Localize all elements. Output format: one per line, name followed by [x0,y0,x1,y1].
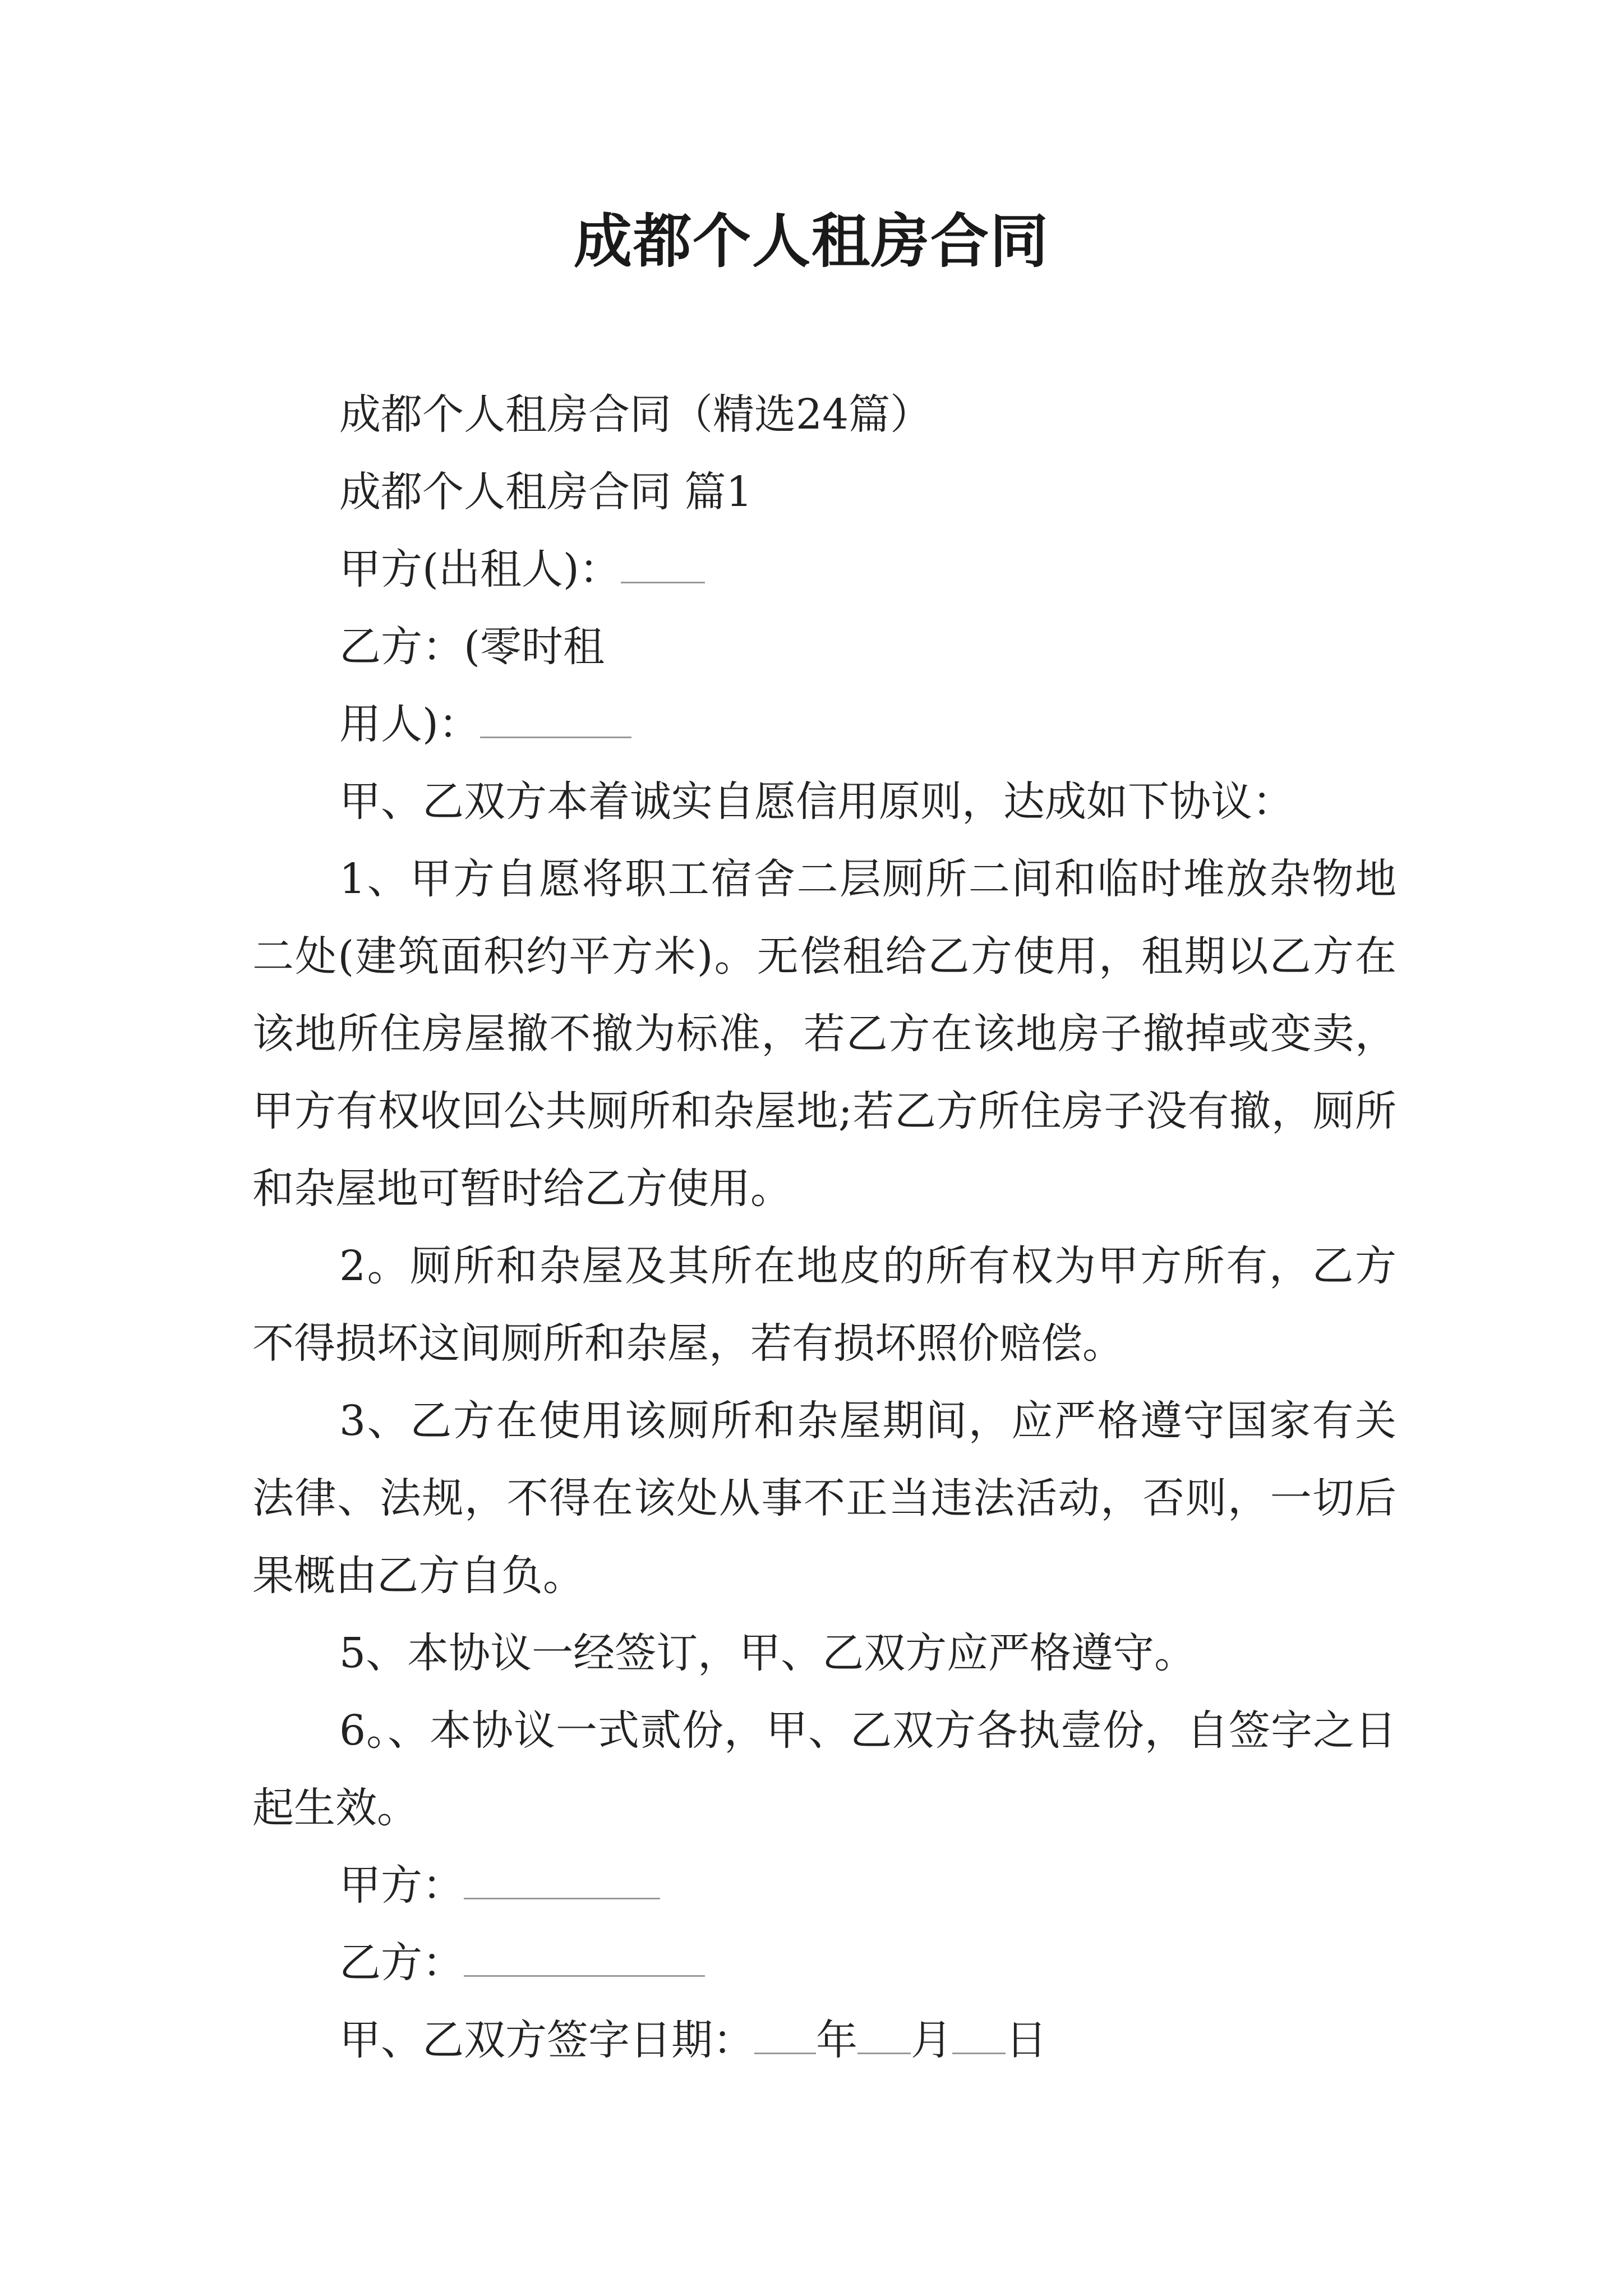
sign-party-a-blank [464,1858,660,1899]
clause-1: 1、甲方自愿将职工宿舍二层厕所二间和临时堆放杂物地二处(建筑面积约平方米)。无偿租给乙方使用，租期以乙方在该地所住房屋撤不撤为标准，若乙方在该地房子撤掉或变卖，甲方有权收回公共厕所和杂屋地;若乙方所住房子没有撤，厕所和杂屋地可暂时给乙方使用。 [252,855,1396,1213]
party-a-lessor-blank [621,542,705,583]
sign-party-a-label: 甲方： [339,1861,464,1910]
sign-party-b-label: 乙方： [339,1939,464,1987]
clause-5: 5、本协议一经签订，甲、乙双方应严格遵守。 [339,1629,1196,1677]
clause-6: 6。、本协议一式贰份，甲、乙双方各执壹份，自签字之日起生效。 [252,1706,1396,1832]
section-heading: 成都个人租房合同 篇1 [339,468,753,516]
sign-party-a-line [252,1847,1396,1924]
party-b-blank [480,697,631,738]
day-label: 日 [1006,2016,1047,2064]
sign-date-line [252,2001,1396,2079]
clause-3: 3、乙方在使用该厕所和杂屋期间，应严格遵守国家有关法律、法规，不得在该处从事不正当违法活动，否则，一切后果概由乙方自负。 [252,1397,1396,1600]
document-title: 成都个人租房合同 [573,206,1049,275]
party-b-label-part2: 用人)： [339,700,480,748]
day-blank [952,2013,1006,2054]
month-blank [857,2013,911,2054]
sign-party-b-line [252,1924,1396,2001]
party-b-label-part1: 乙方：(零时租 [339,623,605,671]
party-a-lessor-line [252,531,1396,608]
party-a-lessor-label: 甲方(出租人)： [339,545,621,593]
subtitle: 成都个人租房合同（精选24篇） [339,390,932,439]
party-b-line-1 [252,608,1396,685]
intro-line: 甲、乙双方本着诚实自愿信用原则，达成如下协议： [339,777,1294,826]
clause-2: 2。厕所和杂屋及其所在地皮的所有权为甲方所有，乙方不得损坏这间厕所和杂屋，若有损坏照价赔偿。 [252,1242,1396,1368]
sign-date-label: 甲、乙双方签字日期： [339,2016,754,2064]
document-body [252,376,1396,2079]
party-b-line-2 [252,685,1396,763]
sign-party-b-blank [464,1936,705,1977]
year-blank [754,2013,816,2054]
month-label: 月 [911,2016,952,2064]
year-label: 年 [816,2016,857,2064]
